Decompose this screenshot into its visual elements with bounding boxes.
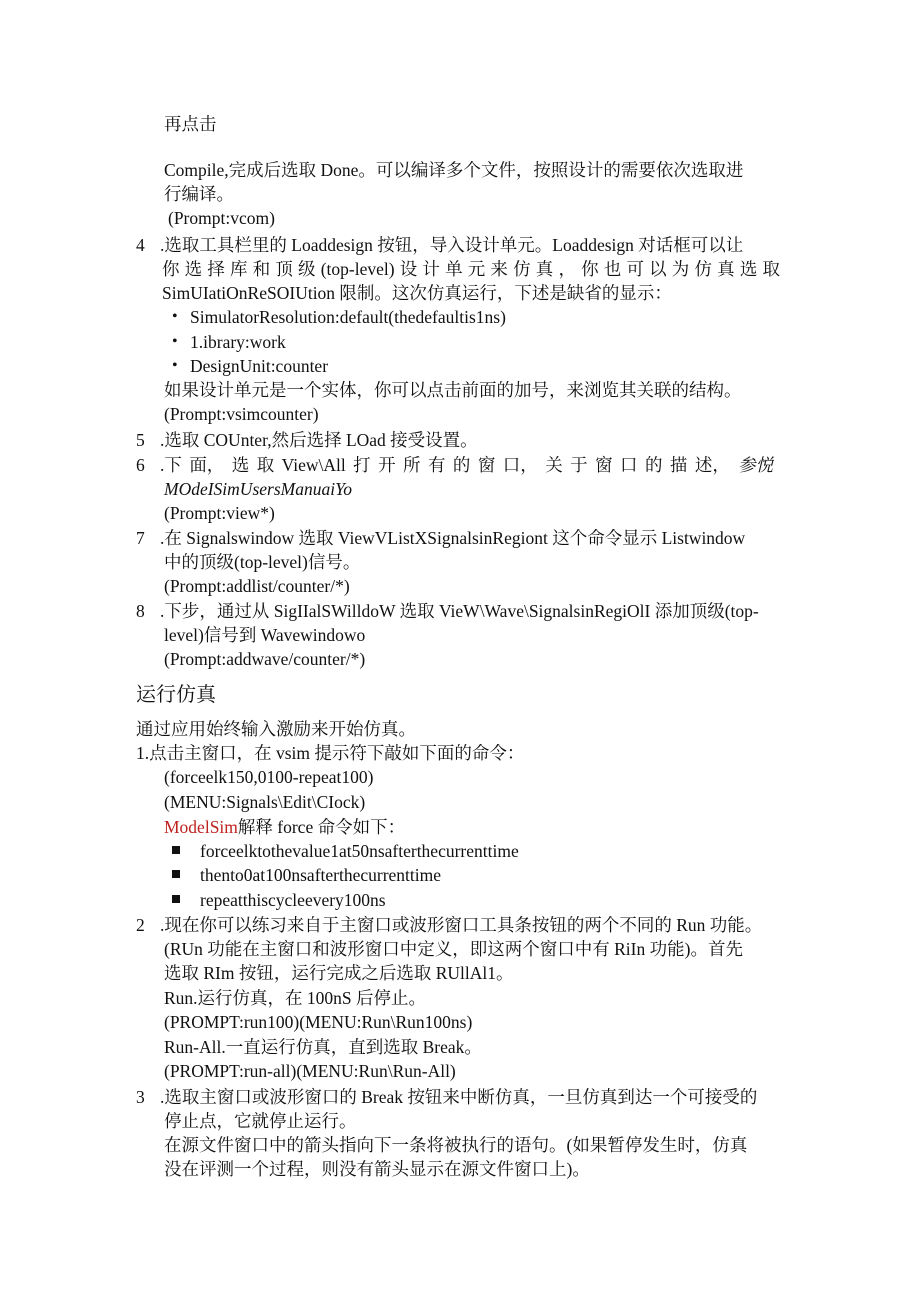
step-6-line-1-word: 口 <box>620 455 638 475</box>
step-4-line-2-word: 元 <box>467 259 486 279</box>
section-intro: 通过应用始终输入激励来开始仿真。 <box>136 719 416 739</box>
step-4-line-2-word: 择 <box>207 259 225 279</box>
step-7-line-1: .在 Signalswindow 选取 ViewVListXSignalsinRegiont 这个命令显示 Listwindow <box>160 528 746 548</box>
step-4-bullet-1: SimulatorResolution:default(thedefaultis1ns) <box>190 307 506 327</box>
step-4-line-2-word: 你 <box>162 259 180 279</box>
step-6-line-1-word: 取 <box>256 455 275 475</box>
run-step-1-line-1: 1.点击主窗口，在 vsim 提示符下敲如下面的命令： <box>136 743 525 763</box>
step-4-line-2-word: 你 <box>581 259 599 279</box>
step-4-line-3: SimUIatiOnReSOIUtion 限制。这次仿真运行，下述是缺省的显示： <box>162 283 672 303</box>
run-all-prompt: (PROMPT:run-all)(MENU:Run\Run-All) <box>164 1061 456 1081</box>
step-4-line-2-word: 为 <box>671 259 690 279</box>
step-4-line-2-word: 选 <box>184 259 203 279</box>
step-4-line-2-word: 仿 <box>694 259 712 279</box>
step-6-line-1 <box>160 453 730 477</box>
step-6-line-1-word: 所 <box>403 455 421 475</box>
step-4-line-1: .选取工具栏里的 Loaddesign 按钮，导入设计单元。Loaddesign 对话框可以让 <box>160 235 744 255</box>
step-6-line-2: MOdeISimUsersManuaiYo <box>164 479 352 499</box>
step-4-line-2-word: 和 <box>252 259 271 279</box>
run-all-description: Run-All.一直运行仿真，直到选取 Break。 <box>164 1037 482 1057</box>
compile-line-1: Compile,完成后选取 Done。可以编译多个文件，按照设计的需要依次选取进 <box>164 160 744 180</box>
run-step-1-command: (forceelk150,0100-repeat100) <box>164 767 374 787</box>
step-6-line-1-word: 面， <box>189 455 225 475</box>
step-6-line-1-word: 的 <box>644 455 663 475</box>
step-6-line-1-word: .下 <box>160 455 182 475</box>
step-4-line-2-word: 计 <box>422 259 440 279</box>
step-4-line-2-word: (top-level) <box>320 259 395 279</box>
step-4-bullet-2: 1.ibrary:work <box>190 332 286 352</box>
step-6-line-1-word: 关 <box>545 455 563 475</box>
step-6-line-1-word: 窗 <box>477 455 496 475</box>
run-description: Run.运行仿真，在 100nS 后停止。 <box>164 988 427 1008</box>
run-step-3-line-4: 没在评测一个过程，则没有箭头显示在源文件窗口上)。 <box>164 1159 590 1179</box>
bullet-icon: • <box>172 357 178 374</box>
step-4-bullet-3: DesignUnit:counter <box>190 356 329 376</box>
step-4-line-2-word: 仿 <box>513 259 531 279</box>
step-6-line-1-word: 述， <box>694 455 730 475</box>
step-4-line-2-word: 级 <box>298 259 316 279</box>
click-again-text: 再点击 <box>164 114 217 134</box>
run-prompt: (PROMPT:run100)(MENU:Run\Run100ns) <box>164 1012 473 1032</box>
step-4-line-2-word: 也 <box>603 259 622 279</box>
step-4-line-2-word: 设 <box>399 259 418 279</box>
step-4-line-2-word: 取 <box>762 259 780 279</box>
run-step-3-line-3: 在源文件窗口中的箭头指向下一条将被执行的语句。(如果暂停发生时，仿真 <box>164 1135 748 1155</box>
step-4-line-2-word: 单 <box>445 259 463 279</box>
run-step-2-line-1: .现在你可以练习来自于主窗口或波形窗口工具条按钮的两个不同的 Run 功能。 <box>160 915 763 935</box>
section-heading: 运行仿真 <box>136 682 216 706</box>
compile-line-2: 行编译。 <box>164 184 234 204</box>
prompt-vcom: (Prompt:vcom) <box>168 208 275 228</box>
step-4-line-2-word: 真 <box>535 259 554 279</box>
step-6-line-1-word: 的 <box>452 455 471 475</box>
step-4-prompt: (Prompt:vsimcounter) <box>164 404 319 424</box>
step-6-number: 6 <box>136 455 145 475</box>
step-4-note: 如果设计单元是一个实体，你可以点击前面的加号，来浏览其关联的结构。 <box>164 380 742 400</box>
step-5-number: 5 <box>136 430 145 450</box>
step-4-line-2-word: 可 <box>626 259 644 279</box>
step-4-line-2-word: 真 <box>717 259 735 279</box>
step-7-prompt: (Prompt:addlist/counter/*) <box>164 576 350 596</box>
step-4-line-2-word: 以 <box>649 259 667 279</box>
step-4-line-2-word: 选 <box>739 259 758 279</box>
square-bullet-icon <box>172 895 180 903</box>
modelsim-brand-text: ModelSim <box>164 817 238 837</box>
step-4-number: 4 <box>136 235 145 255</box>
step-6-line-1-word: 有 <box>427 455 446 475</box>
step-8-number: 8 <box>136 601 145 621</box>
run-step-1-explain: 解释 force 命令如下： <box>237 817 406 837</box>
step-6-line-1-word: 口， <box>502 455 538 475</box>
step-6-line-1-word: 描 <box>669 455 688 475</box>
step-6-line-1-tail: 参悦 <box>738 455 773 475</box>
step-6-line-1-word: 窗 <box>595 455 613 475</box>
step-6-line-1-word: View\All <box>281 455 346 475</box>
force-bullet-3: repeatthiscycleevery100ns <box>200 890 386 910</box>
bullet-icon: • <box>172 308 178 325</box>
step-6-line-1-word: 选 <box>231 455 250 475</box>
run-step-3-line-2: 停止点，它就停止运行。 <box>164 1111 357 1131</box>
run-step-2-line-2: (RUn 功能在主窗口和波形窗口中定义，即这两个窗口中有 RiIn 功能)。首先 <box>164 939 743 959</box>
step-4-line-2 <box>162 257 780 281</box>
step-6-prompt: (Prompt:view*) <box>164 503 275 523</box>
step-5-line-1: .选取 COUnter,然后选择 LOad 接受设置。 <box>160 430 478 450</box>
step-8-prompt: (Prompt:addwave/counter/*) <box>164 649 366 669</box>
step-6-line-1-word: 打 <box>353 455 371 475</box>
square-bullet-icon <box>172 870 180 878</box>
step-8-line-2: level)信号到 Wavewindowo <box>164 625 366 645</box>
run-step-1-menu: (MENU:Signals\Edit\CIock) <box>164 792 366 812</box>
step-4-line-2-word: ， <box>558 259 576 279</box>
step-4-line-2-word: 库 <box>230 259 248 279</box>
square-bullet-icon <box>172 846 180 854</box>
run-step-3-line-1: .选取主窗口或波形窗口的 Break 按钮来中断仿真，一旦仿真到达一个可接受的 <box>160 1087 758 1107</box>
run-step-1-explain-line <box>164 815 405 839</box>
run-step-2-line-3: 选取 RIm 按钮，运行完成之后选取 RUllAl1。 <box>164 963 514 983</box>
step-4-line-2-word: 来 <box>490 259 508 279</box>
force-bullet-2: thento0at100nsafterthecurrenttime <box>200 865 442 885</box>
step-6-line-1-word: 开 <box>378 455 396 475</box>
step-6-line-1-word: 于 <box>570 455 588 475</box>
step-4-line-2-word: 顶 <box>275 259 293 279</box>
force-bullet-1: forceelktothevalue1at50nsafterthecurrenttime <box>200 841 519 861</box>
step-7-line-2: 中的顶级(top-level)信号。 <box>164 552 361 572</box>
step-8-line-1: .下步，通过从 SigIIalSWilldoW 选取 VieW\Wave\SignalsinRegiOlI 添加顶级(top- <box>160 601 759 621</box>
run-step-2-number: 2 <box>136 915 145 935</box>
bullet-icon: • <box>172 333 178 350</box>
step-7-number: 7 <box>136 528 145 548</box>
run-step-3-number: 3 <box>136 1087 145 1107</box>
